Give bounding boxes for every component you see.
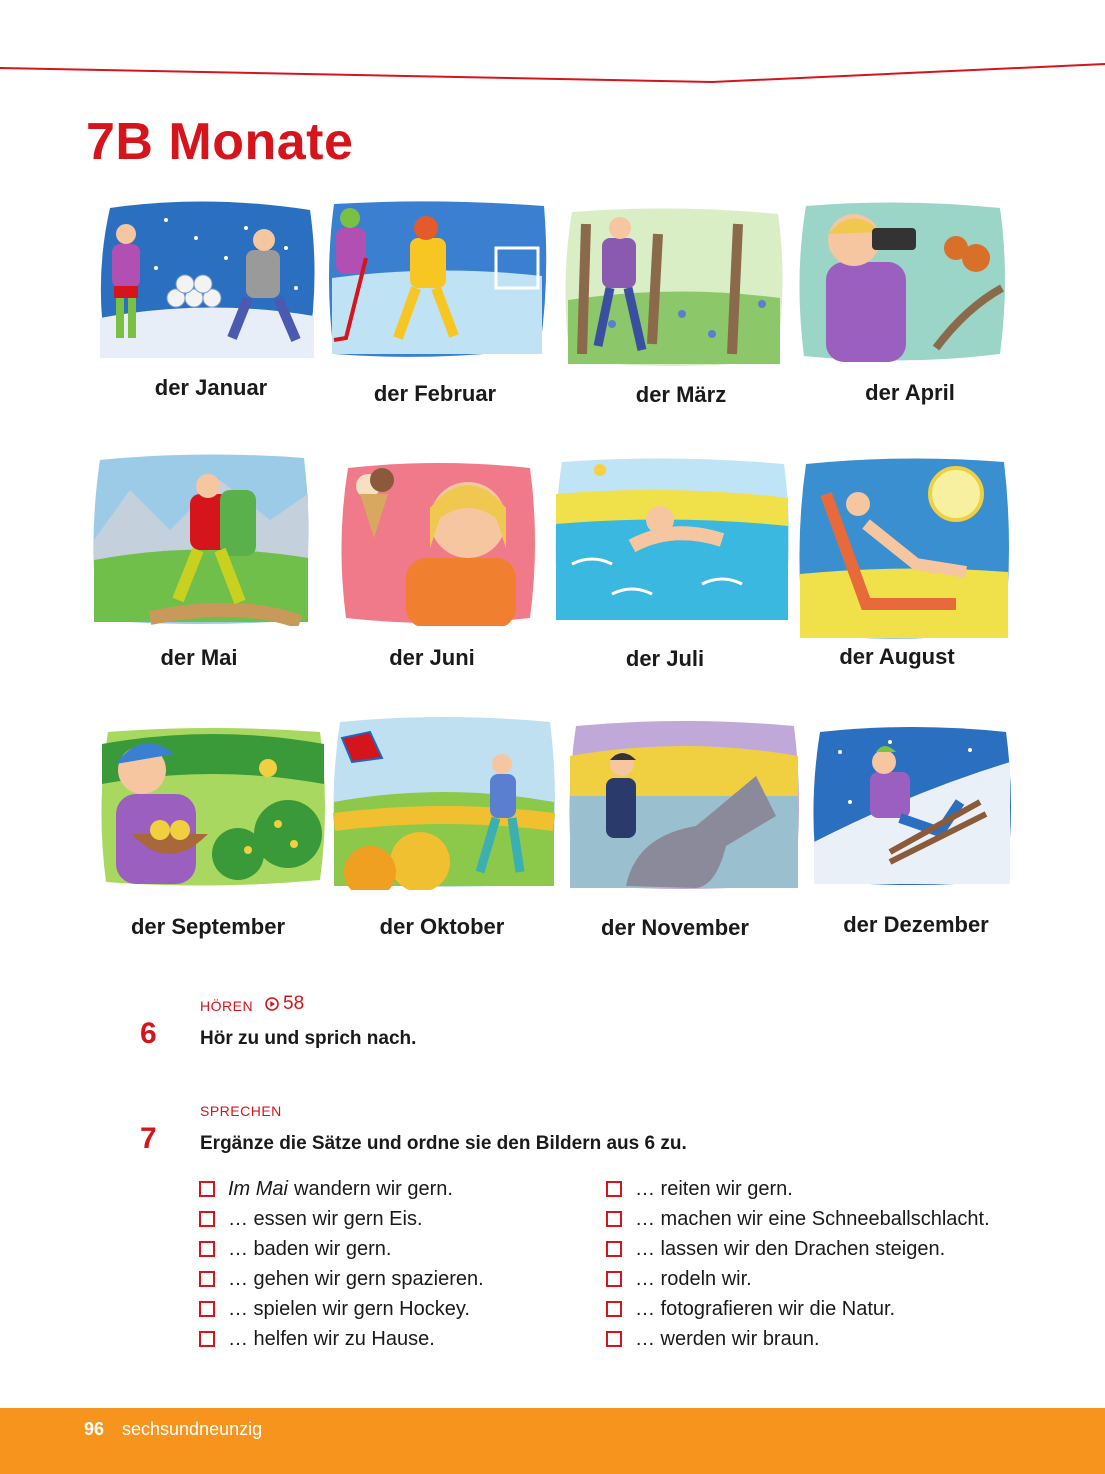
month-caption-juni: der Juni <box>389 645 475 670</box>
swimming-picture <box>552 454 792 624</box>
horse-riding-picture <box>566 716 802 892</box>
mountain-hike-picture <box>90 450 312 626</box>
exercise6-number: 6 <box>140 1017 157 1050</box>
page-number-word: sechsundneunzig <box>122 1419 263 1439</box>
checkbox[interactable] <box>606 1241 622 1257</box>
ice-cream-picture <box>338 458 538 626</box>
sentence-text: … spielen wir gern Hockey. <box>228 1297 470 1320</box>
list-item <box>199 1266 484 1292</box>
month-caption-august: der August <box>839 644 955 669</box>
month-caption-maerz: der März <box>635 382 727 407</box>
header-rule <box>0 0 1105 90</box>
apple-picking-picture <box>98 724 328 888</box>
checkbox[interactable] <box>199 1211 215 1227</box>
checkbox[interactable] <box>606 1301 622 1317</box>
spring-walk-picture <box>562 204 786 368</box>
list-item <box>606 1176 793 1202</box>
checkbox[interactable] <box>606 1211 622 1227</box>
exercise7-number: 7 <box>140 1122 157 1155</box>
sunbathing-picture <box>796 454 1012 642</box>
checkbox[interactable] <box>606 1181 622 1197</box>
sledding-picture <box>810 722 1014 888</box>
audio-track-number: 58 <box>283 993 305 1014</box>
list-item <box>199 1296 470 1322</box>
exercise7-skill-label: SPRECHEN <box>200 1103 282 1119</box>
list-item <box>606 1206 990 1232</box>
sentence-text: … essen wir gern Eis. <box>228 1207 423 1230</box>
audio-play-icon[interactable] <box>265 997 279 1011</box>
month-caption-februar: der Februar <box>373 381 497 406</box>
sentence-text: … machen wir eine Schneeballschlacht. <box>635 1207 990 1230</box>
list-item <box>606 1296 895 1322</box>
sentence-text: … helfen wir zu Hause. <box>228 1327 435 1350</box>
sentence-text: wandern wir gern. <box>294 1177 453 1200</box>
checkbox[interactable] <box>606 1331 622 1347</box>
month-caption-dezember: der Dezember <box>843 912 989 937</box>
list-item <box>199 1176 453 1202</box>
snowball-fight-picture <box>96 198 318 360</box>
month-caption-januar: der Januar <box>154 375 268 400</box>
sentence-text: … fotografieren wir die Natur. <box>635 1297 896 1320</box>
month-caption-september: der September <box>130 914 286 939</box>
kite-flying-picture <box>330 712 558 890</box>
exercise6-skill-label: HÖREN <box>200 998 254 1014</box>
checkbox[interactable] <box>199 1271 215 1287</box>
list-item <box>606 1326 820 1352</box>
exercise7-instruction: Ergänze die Sätze und ordne sie den Bildern aus 6 zu. <box>200 1133 687 1154</box>
filming-nature-picture <box>796 198 1008 364</box>
month-caption-november: der November <box>601 915 749 940</box>
checkbox[interactable] <box>199 1241 215 1257</box>
sentence-text: … gehen wir gern spazieren. <box>228 1267 484 1290</box>
list-item <box>199 1206 423 1232</box>
list-item <box>199 1326 435 1352</box>
example-lead: Im Mai <box>228 1177 288 1200</box>
checkbox[interactable] <box>606 1271 622 1287</box>
page-footer <box>0 1408 1105 1474</box>
sentence-text: … reiten wir gern. <box>635 1177 793 1200</box>
sentence-text: … werden wir braun. <box>635 1327 820 1350</box>
ice-hockey-picture <box>326 198 548 360</box>
page-number: 96 <box>84 1419 105 1439</box>
page-title: 7B Monate <box>86 113 354 171</box>
list-item <box>199 1236 391 1262</box>
list-item <box>606 1236 945 1262</box>
month-caption-april: der April <box>865 380 955 405</box>
month-caption-juli: der Juli <box>625 646 705 671</box>
sentence-text: … rodeln wir. <box>635 1267 752 1290</box>
month-caption-mai: der Mai <box>160 645 238 670</box>
checkbox[interactable] <box>199 1301 215 1317</box>
checkbox[interactable] <box>199 1181 215 1197</box>
sentence-text: … baden wir gern. <box>228 1237 392 1260</box>
exercise6-instruction: Hör zu und sprich nach. <box>200 1028 417 1049</box>
list-item <box>606 1266 752 1292</box>
checkbox[interactable] <box>199 1331 215 1347</box>
sentence-text: … lassen wir den Drachen steigen. <box>635 1237 946 1260</box>
month-caption-oktober: der Oktober <box>379 914 505 939</box>
